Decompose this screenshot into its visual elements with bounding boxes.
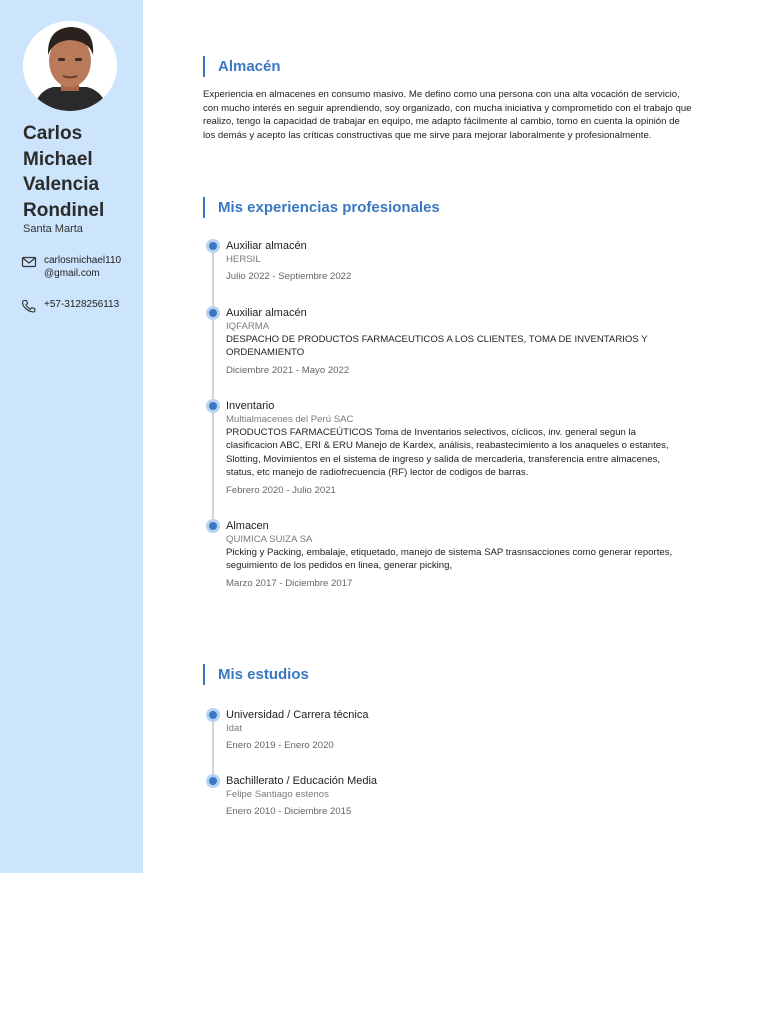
experience-role: Auxiliar almacén (226, 240, 307, 252)
timeline-line (212, 246, 214, 532)
experience-role: Auxiliar almacén (226, 307, 307, 319)
experience-description: PRODUCTOS FARMACEÚTICOS Toma de Inventarios selectivos, cíclicos, inv. general segun la clasificacion ABC, ERI & ERU Manejo de Kardex, análisis, reabastecimiento a los anaqueles o estantes, Slotting, Movimientos en el sistema de ingreso y salida de mercaderia, transferencia entre almacenes, status, etc manejo de radiofrecuencia (RF) lector de codigos de barras. (226, 427, 669, 478)
education-school: Idat (226, 723, 243, 734)
experience-dates: Julio 2022 - Septiembre 2022 (226, 271, 352, 282)
education-degree: Bachillerato / Educación Media (226, 775, 378, 787)
profile-photo (23, 21, 117, 111)
experience-company: Multialmacenes del Perú SAC (226, 414, 354, 425)
timeline-dot (206, 519, 220, 533)
experience-dates: Diciembre 2021 - Mayo 2022 (226, 365, 350, 376)
education-dates: Enero 2010 - Diciembre 2015 (226, 806, 352, 817)
phone-text[interactable]: +57-3128256113 (44, 299, 120, 310)
experience-dates: Febrero 2020 - Julio 2021 (226, 485, 336, 496)
timeline-dot (206, 399, 220, 413)
candidate-city: Santa Marta (23, 223, 83, 235)
contact-phone[interactable] (21, 298, 129, 313)
experience-description: Picking y Packing, embalaje, etiquetado, manejo de sistema SAP trasnsacciones como generar reportes, seguimiento de los pedidos en linea, generar picking, (226, 547, 673, 572)
summary-text: Experiencia en almacenes en consumo masivo. Me defino como una persona con una alta vocación de servicio, con mucho interés en seguir aprendiendo, soy organizado, con mucha iniciativa y comprometido con el trabajo que realizo, tengo la capacidad de trabajar en equipo, me adapto fácilmente al cambio, tomo en cuenta la opinión de los demás y acepto las críticas constructivas que me sirve para mejorar laboralmente y profesionalmente. (203, 89, 692, 141)
education-school: Felipe Santiago estenos (226, 789, 329, 800)
timeline-line (212, 715, 214, 781)
sidebar (0, 0, 143, 873)
profile-photo-image (23, 21, 117, 111)
section-title-education: Mis estudios (203, 664, 309, 685)
mail-icon (21, 255, 37, 269)
experience-description: DESPACHO DE PRODUCTOS FARMACEUTICOS A LOS CLIENTES, TOMA DE INVENTARIOS Y ORDENAMIENTO (226, 334, 648, 359)
experience-role: Almacen (226, 520, 269, 532)
candidate-name: Carlos Michael Valencia Rondinel (23, 123, 105, 221)
education-dates: Enero 2019 - Enero 2020 (226, 740, 334, 751)
education-degree: Universidad / Carrera técnica (226, 709, 369, 721)
section-title-summary: Almacén (203, 56, 281, 77)
contact-email[interactable] (21, 254, 129, 280)
experience-role: Inventario (226, 400, 275, 412)
experience-dates: Marzo 2017 - Diciembre 2017 (226, 578, 353, 589)
timeline-dot (206, 239, 220, 253)
section-title-experience: Mis experiencias profesionales (203, 197, 440, 218)
timeline-dot (206, 774, 220, 788)
experience-company: HERSIL (226, 254, 261, 265)
email-text[interactable]: carlosmichael110@gmail.com (44, 255, 122, 279)
phone-icon (21, 299, 37, 313)
timeline-dot (206, 306, 220, 320)
experience-company: IQFARMA (226, 321, 270, 332)
timeline-dot (206, 708, 220, 722)
experience-company: QUIMICA SUIZA SA (226, 534, 313, 545)
